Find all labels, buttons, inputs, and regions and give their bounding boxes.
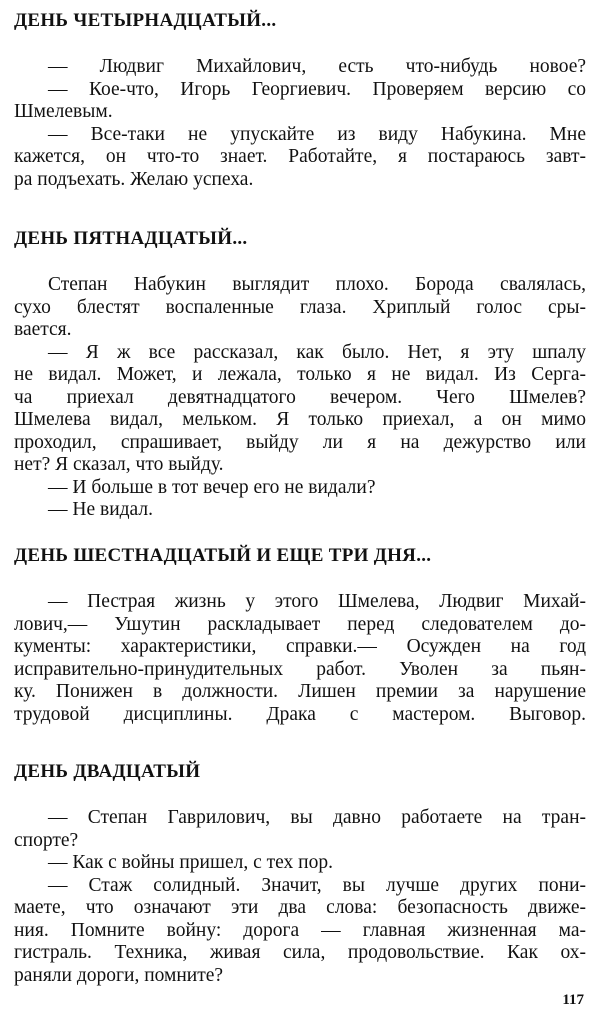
text-line: ку. Понижен в должности. Лишен премии за нарушение	[14, 681, 586, 702]
text-line: ча приехал девятнадцатого вечером. Чего Шмелев?	[14, 386, 586, 408]
text-line: ра подъехать. Желаю успеха.	[14, 168, 254, 190]
text-line: лович,— Ушутин раскладывает перед следователем до-	[14, 613, 586, 635]
text-line: кументы: характеристики, справки.— Осужден на год	[14, 636, 586, 657]
text-line: — Как с войны пришел, с тех пор.	[48, 852, 333, 873]
chapter-section	[14, 761, 586, 987]
section-heading: ДЕНЬ ДВАДЦАТЫЙ	[14, 761, 201, 782]
text-line: гистраль. Техника, живая сила, продовольствие. Как ох-	[14, 942, 586, 963]
text-line: — Все-таки не упускайте из виду Набукина. Мне	[48, 123, 586, 145]
section-body	[14, 591, 586, 726]
text-line: исправительно-принудительных работ. Уволен за пьян-	[14, 658, 586, 680]
text-line: нет? Я сказал, что выйду.	[14, 454, 224, 475]
section-heading: ДЕНЬ ШЕСТНАДЦАТЫЙ И ЕЩЕ ТРИ ДНЯ...	[14, 545, 432, 566]
text-line: Шмелева видал, мельком. Я только приехал, а он мимо	[14, 409, 586, 430]
text-line: Шмелевым.	[14, 101, 113, 122]
text-line: — Я ж все рассказал, как было. Нет, я эту шпалу	[48, 341, 586, 363]
text-line: маете, что означают эти два слова: безопасность движе-	[14, 897, 586, 918]
section-heading: ДЕНЬ ПЯТНАДЦАТЫЙ...	[14, 228, 248, 249]
text-line: — Стаж солидный. Значит, вы лучше других пони-	[48, 874, 586, 896]
chapter-section	[14, 545, 586, 726]
chapter-section	[14, 10, 586, 191]
text-line: Степан Набукин выглядит плохо. Борода свалялась,	[48, 274, 586, 295]
text-line: кажется, он что-то знает. Работайте, я постараюсь завт-	[14, 146, 586, 167]
text-line: — Степан Гаврилович, вы давно работаете на тран-	[48, 807, 586, 828]
text-line: ния. Помните войну: дорога — главная жизненная ма-	[14, 919, 586, 941]
text-line: раняли дороги, помните?	[14, 964, 224, 986]
text-line: — Не видал.	[48, 499, 153, 520]
text-line: спорте?	[14, 829, 79, 851]
text-line: не видал. Может, и лежала, только я не видал. Из Серга-	[14, 364, 586, 385]
section-heading: ДЕНЬ ЧЕТЫРНАДЦАТЫЙ...	[14, 10, 277, 31]
section-body	[14, 274, 586, 522]
text-line: — Людвиг Михайлович, есть что-нибудь новое?	[48, 56, 586, 77]
text-line: — И больше в тот вечер его не видали?	[48, 476, 376, 498]
text-line: — Кое-что, Игорь Георгиевич. Проверяем версию со	[48, 78, 586, 100]
text-line: сухо блестят воспаленные глаза. Хриплый голос сры-	[14, 296, 586, 318]
text-line: трудовой дисциплины. Драка с мастером. Выговор.	[14, 703, 586, 725]
text-line: — Пестрая жизнь у этого Шмелева, Людвиг Михай-	[48, 591, 586, 612]
page-number: 117	[562, 992, 584, 1008]
chapter-section	[14, 228, 586, 522]
text-line: вается.	[14, 319, 72, 340]
text-line: проходил, спрашивает, выйду ли я на дежурство или	[14, 431, 586, 453]
section-body	[14, 56, 586, 191]
section-body	[14, 807, 586, 987]
